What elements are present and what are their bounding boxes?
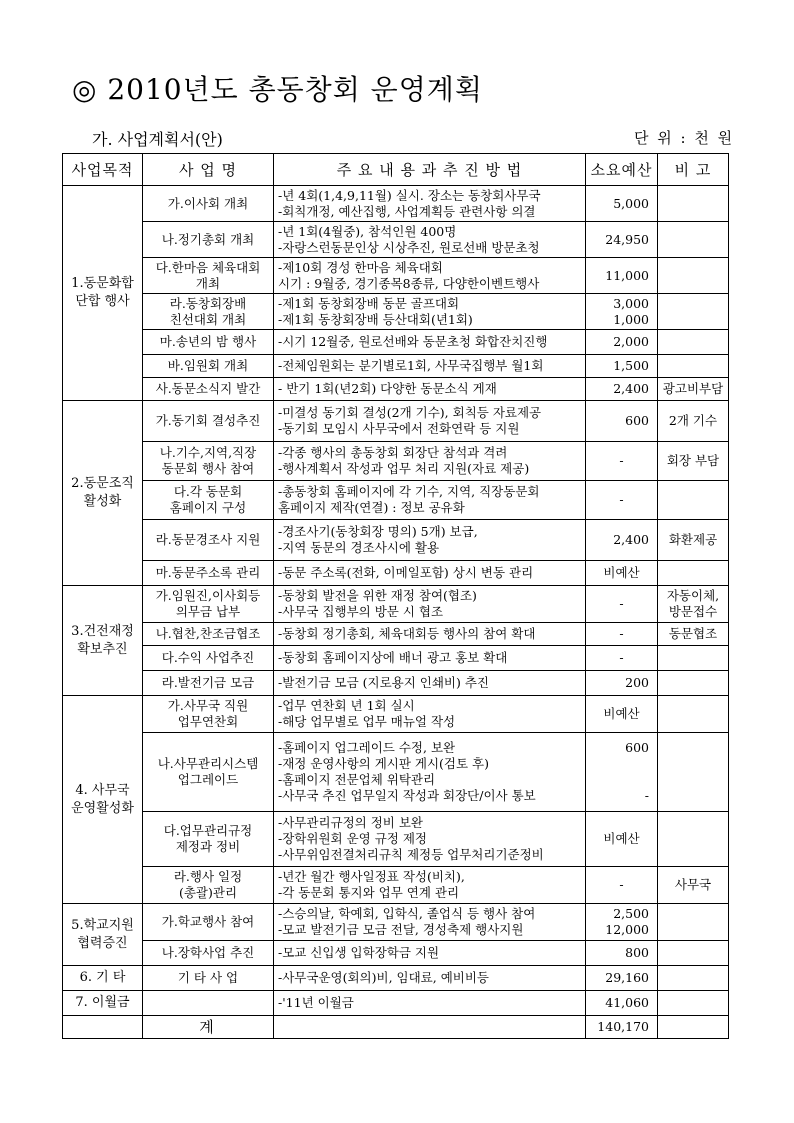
- detail-cell: [274, 586, 586, 623]
- detail-line: -'11년 이월금: [278, 995, 354, 1010]
- table-row: [63, 966, 729, 991]
- detail-line: -모교 신입생 입학장학금 지원: [278, 945, 440, 960]
- budget-cell: [586, 646, 658, 671]
- note-cell: [658, 991, 729, 1016]
- name-cell: [143, 186, 274, 222]
- name-cell: [143, 867, 274, 904]
- name-cell: [143, 733, 274, 812]
- purpose-cell: [63, 186, 143, 401]
- detail-line: 시기 : 9월중, 경기종목8종류, 다양한이벤트행사: [278, 275, 540, 291]
- purpose-cell: [63, 586, 143, 696]
- name-cell: [143, 378, 274, 401]
- note-cell: [658, 294, 729, 330]
- name-line: 라.동문경조사 지원: [155, 532, 261, 547]
- detail-line: -제1회 동창회장배 동문 골프대회: [278, 295, 460, 311]
- budget-line: 600: [625, 413, 649, 428]
- detail-line: -자랑스런동문인상 시상추진, 원로선배 방문초청: [278, 239, 540, 255]
- detail-line: -총동창회 홈페이지에 각 기수, 지역, 직장동문회: [278, 484, 540, 499]
- note-line: [660, 914, 726, 930]
- note-cell: [658, 258, 729, 294]
- detail-cell: [274, 355, 586, 378]
- detail-line: -해당 업무별로 업무 매뉴얼 작성: [278, 714, 456, 729]
- note-line: [660, 268, 726, 284]
- detail-line: -경조사기(동창회장 명의) 5개) 보급,: [278, 524, 478, 539]
- budget-line: -: [619, 650, 624, 665]
- detail-line: -행사계획서 작성과 업무 처리 지원(자료 제공): [278, 461, 530, 476]
- budget-line: 24,950: [605, 231, 649, 247]
- table-row: [63, 222, 729, 258]
- total-row: [63, 1016, 729, 1039]
- name-cell: [143, 294, 274, 330]
- table-row: [63, 561, 729, 586]
- name-line: 제정과 정비: [175, 839, 241, 854]
- table-row: [63, 586, 729, 623]
- budget-line: 11,000: [605, 267, 649, 283]
- purpose-cell: [63, 904, 143, 966]
- note-cell: [658, 941, 729, 966]
- budget-line: 1,000: [613, 311, 649, 327]
- note-cell: [658, 561, 729, 586]
- purpose-line: 운영활성화: [71, 800, 134, 816]
- name-cell: [143, 586, 274, 623]
- name-line: 마.동문주소록 관리: [155, 565, 261, 580]
- detail-line: -모교 발전기금 모금 전달, 경성축제 행사지원: [278, 922, 524, 937]
- note-line: 자동이체,: [666, 588, 720, 603]
- detail-line: -전체임원회는 분기별로1회, 사무국집행부 월1회: [278, 358, 544, 373]
- name-cell: [143, 941, 274, 966]
- purpose-line: 활성화: [83, 494, 122, 509]
- detail-cell: [274, 520, 586, 561]
- detail-line: -년간 월간 행사일정표 작성(비치),: [278, 869, 465, 884]
- name-line: 나.협찬,찬조금협조: [155, 626, 261, 641]
- budget-line: -: [619, 453, 624, 468]
- budget-line: 비예산: [603, 565, 640, 580]
- table-row: [63, 867, 729, 904]
- note-line: 방문접수: [668, 604, 718, 619]
- detail-line: 홈페이지 제작(연결) : 정보 공유화: [278, 500, 465, 515]
- note-cell: [658, 330, 729, 355]
- budget-line: 3,000: [613, 295, 649, 311]
- note-cell: [658, 355, 729, 378]
- note-line: [660, 304, 726, 320]
- purpose-line: 6. 기 타: [79, 970, 126, 985]
- detail-cell: [274, 378, 586, 401]
- name-line: 라.행사 일정: [173, 869, 243, 884]
- note-line: [660, 995, 726, 1011]
- note-line: [660, 650, 726, 666]
- name-cell: [143, 520, 274, 561]
- purpose-line: 2.동문조직: [71, 476, 134, 491]
- note-line: [660, 232, 726, 248]
- note-cell: [658, 222, 729, 258]
- budget-cell: [586, 812, 658, 867]
- detail-cell: [274, 646, 586, 671]
- detail-cell: [274, 812, 586, 867]
- detail-cell: [274, 222, 586, 258]
- detail-line: -각종 행사의 총동창회 회장단 참석과 격려: [278, 445, 508, 460]
- budget-cell: [586, 991, 658, 1016]
- note-cell: [658, 481, 729, 520]
- total-label: 계: [143, 1016, 274, 1039]
- budget-line: 1,500: [613, 358, 649, 373]
- budget-line: [588, 756, 649, 772]
- detail-cell: [274, 671, 586, 696]
- note-cell: [658, 401, 729, 442]
- budget-cell: [586, 941, 658, 966]
- budget-cell: [586, 442, 658, 481]
- name-cell: [143, 330, 274, 355]
- detail-line: - 반기 1회(년2회) 다양한 동문소식 게재: [278, 381, 497, 396]
- budget-line: 2,000: [613, 334, 649, 349]
- budget-cell: [586, 355, 658, 378]
- detail-line: -각 동문회 통지와 업무 연계 관리: [278, 885, 460, 900]
- name-cell: [143, 991, 274, 1016]
- note-cell: [658, 646, 729, 671]
- detail-line: -홈페이지 업그레이드 수정, 보완: [278, 740, 456, 755]
- name-line: 동문회 행사 참여: [161, 461, 255, 476]
- purpose-cell: [63, 696, 143, 904]
- note-line: [660, 492, 726, 508]
- budget-line: 800: [625, 945, 649, 960]
- detail-line: -회칙개정, 예산집행, 사업계획등 관련사항 의결: [278, 203, 536, 219]
- detail-line: -제1회 동창회장배 등산대회(년1회): [278, 311, 473, 327]
- budget-cell: [586, 294, 658, 330]
- note-cell: [658, 186, 729, 222]
- purpose-line: 단합 행사: [75, 294, 130, 309]
- detail-line: -지역 동문의 경조사시에 활용: [278, 540, 440, 555]
- budget-cell: [586, 561, 658, 586]
- table-row: [63, 671, 729, 696]
- detail-cell: [274, 696, 586, 733]
- name-line: 나.기수,지역,직장: [159, 445, 257, 460]
- name-line: 가.임원진,이사회등: [155, 588, 261, 603]
- name-line: 라.동창회장배: [169, 295, 247, 311]
- note-line: [660, 945, 726, 961]
- detail-line: -사무관리규정의 정비 보완: [278, 815, 423, 830]
- budget-line: -: [619, 877, 624, 892]
- detail-cell: [274, 258, 586, 294]
- purpose-line: 1.동문화합: [71, 276, 134, 291]
- total-purpose-cell: [63, 1016, 143, 1039]
- purpose-line: 4. 사무국: [75, 782, 130, 798]
- name-cell: [143, 258, 274, 294]
- budget-line: -: [619, 596, 624, 611]
- detail-cell: [274, 904, 586, 941]
- budget-cell: [586, 186, 658, 222]
- note-cell: [658, 812, 729, 867]
- name-line: 업그레이드: [177, 772, 239, 787]
- unit-label: 단 위 : 천 원: [634, 129, 735, 147]
- detail-line: -제10회 경성 한마음 체육대회: [278, 259, 443, 275]
- table-row: [63, 442, 729, 481]
- table-body: [63, 186, 729, 1016]
- budget-cell: [586, 401, 658, 442]
- budget-line: -: [619, 492, 624, 507]
- note-cell: [658, 378, 729, 401]
- name-cell: [143, 401, 274, 442]
- detail-line: -동창회 발전을 위한 재정 참여(협조): [278, 588, 477, 603]
- budget-cell: [586, 623, 658, 646]
- name-line: 친선대회 개최: [169, 311, 247, 327]
- table-row: [63, 991, 729, 1016]
- name-line: 홈페이지 구성: [169, 500, 247, 515]
- note-cell: [658, 442, 729, 481]
- note-line: 사무국: [674, 877, 712, 892]
- table-row: [63, 258, 729, 294]
- detail-line: -스승의날, 학예회, 입학식, 졸업식 등 행사 참여: [278, 906, 536, 921]
- name-line: 사.동문소식지 발간: [155, 381, 261, 396]
- header-purpose: 사업목적: [63, 154, 143, 186]
- detail-line: -발전기금 모금 (지로용지 인쇄비) 추진: [278, 675, 489, 690]
- name-line: 라.발전기금 모금: [161, 675, 255, 690]
- table-row: [63, 481, 729, 520]
- detail-cell: [274, 561, 586, 586]
- detail-cell: [274, 733, 586, 812]
- table-row: [63, 355, 729, 378]
- name-line: 업무연찬회: [177, 714, 239, 729]
- detail-line: -사무위임전결처리규칙 제정등 업무처리기준정비: [278, 847, 544, 862]
- detail-line: -동창회 홈페이지상에 배너 광고 홍보 확대: [278, 650, 508, 665]
- name-line: 나.정기총회 개최: [161, 231, 255, 247]
- table-row: [63, 520, 729, 561]
- table-row: [63, 330, 729, 355]
- detail-line: -장학위원회 운영 규정 제정: [278, 831, 427, 846]
- detail-line: -동문 주소록(전화, 이메일포함) 상시 변동 관리: [278, 565, 534, 580]
- budget-cell: [586, 904, 658, 941]
- plan-table: [62, 153, 729, 1039]
- budget-line: [588, 772, 649, 788]
- note-cell: [658, 966, 729, 991]
- budget-cell: [586, 966, 658, 991]
- name-line: [145, 995, 271, 1011]
- detail-line: -홈페이지 전문업체 위탁관리: [278, 772, 436, 787]
- name-line: 가.동기회 결성추진: [155, 413, 261, 428]
- budget-line: 5,000: [613, 195, 649, 211]
- budget-cell: [586, 733, 658, 812]
- name-line: 가.이사회 개최: [167, 195, 249, 211]
- purpose-line: 3.건전재정: [71, 623, 134, 639]
- table-row: [63, 733, 729, 812]
- table-row: [63, 294, 729, 330]
- table-row: [63, 696, 729, 733]
- budget-line: 2,400: [613, 532, 649, 547]
- note-line: [660, 706, 726, 722]
- name-cell: [143, 671, 274, 696]
- name-line: 나.장학사업 추진: [161, 945, 255, 960]
- note-line: [660, 334, 726, 350]
- name-cell: [143, 966, 274, 991]
- note-cell: [658, 586, 729, 623]
- purpose-cell: [63, 401, 143, 586]
- name-line: 바.임원회 개최: [167, 358, 249, 373]
- budget-cell: [586, 222, 658, 258]
- name-line: 나.사무관리시스템: [157, 756, 259, 771]
- header-name: 사 업 명: [143, 154, 274, 186]
- note-cell: [658, 623, 729, 646]
- note-line: 광고비부담: [662, 381, 724, 396]
- budget-cell: [586, 671, 658, 696]
- detail-line: -년 4회(1,4,9,11월) 실시. 장소는 동창회사무국: [278, 187, 541, 203]
- table-row: [63, 623, 729, 646]
- name-cell: [143, 481, 274, 520]
- note-line: [660, 358, 726, 374]
- page-title: ◎ 2010년도 총동창회 운영계획: [72, 73, 483, 106]
- purpose-cell: [63, 966, 143, 991]
- detail-cell: [274, 442, 586, 481]
- total-note-cell: [658, 1016, 729, 1039]
- name-line: 가.학교행사 참여: [161, 914, 255, 929]
- budget-line: 29,160: [605, 970, 649, 985]
- detail-cell: [274, 330, 586, 355]
- detail-cell: [274, 294, 586, 330]
- note-cell: [658, 867, 729, 904]
- detail-line: -사무국 집행부의 방문 시 협조: [278, 604, 444, 619]
- note-cell: [658, 733, 729, 812]
- budget-line: -: [644, 788, 649, 803]
- note-cell: [658, 904, 729, 941]
- purpose-line: 협력증진: [77, 935, 128, 951]
- note-line: 동문협조: [668, 626, 718, 641]
- name-cell: [143, 623, 274, 646]
- name-line: 다.수익 사업추진: [161, 650, 255, 665]
- table-row: [63, 941, 729, 966]
- header-note: 비 고: [658, 154, 729, 186]
- table-row: [63, 378, 729, 401]
- budget-line: 200: [625, 675, 649, 690]
- name-line: 개최: [195, 275, 221, 291]
- name-line: 가.사무국 직원: [167, 698, 249, 713]
- name-cell: [143, 355, 274, 378]
- budget-line: -: [619, 626, 624, 641]
- name-line: 다.업무관리규정: [163, 823, 253, 838]
- budget-cell: [586, 330, 658, 355]
- budget-line: 12,000: [605, 922, 649, 937]
- name-cell: [143, 904, 274, 941]
- detail-cell: [274, 481, 586, 520]
- detail-cell: [274, 991, 586, 1016]
- name-cell: [143, 812, 274, 867]
- name-line: 마.송년의 밤 행사: [159, 334, 257, 349]
- name-line: 기 타 사 업: [177, 970, 239, 985]
- table-row: [63, 646, 729, 671]
- budget-line: 2,500: [613, 906, 649, 921]
- name-cell: [143, 561, 274, 586]
- note-line: 2개 기수: [668, 413, 718, 428]
- note-line: [660, 970, 726, 986]
- detail-line: -사무국운영(회의)비, 임대료, 예비비등: [278, 970, 489, 985]
- detail-line: -년 1회(4월중), 참석인원 400명: [278, 223, 457, 239]
- detail-line: -사무국 추진 업무일지 작성과 회장단/이사 통보: [278, 788, 536, 803]
- table-row: [63, 401, 729, 442]
- budget-cell: [586, 258, 658, 294]
- detail-line: -동기회 모임시 사무국에서 전화연락 등 지원: [278, 421, 520, 436]
- detail-cell: [274, 623, 586, 646]
- purpose-line: 5.학교지원: [71, 917, 134, 933]
- total-budget: 140,170: [586, 1016, 658, 1039]
- budget-line: 2,400: [613, 381, 649, 396]
- budget-line: 비예산: [603, 831, 640, 846]
- total-detail-cell: [274, 1016, 586, 1039]
- detail-cell: [274, 966, 586, 991]
- note-line: 화환제공: [668, 532, 718, 547]
- note-line: [660, 675, 726, 691]
- budget-line: 비예산: [603, 706, 640, 721]
- name-line: (총괄)관리: [178, 885, 238, 900]
- budget-line: 600: [625, 740, 649, 755]
- note-line: [660, 764, 726, 780]
- name-line: 다.한마음 체육대회: [155, 259, 261, 275]
- name-cell: [143, 646, 274, 671]
- budget-cell: [586, 378, 658, 401]
- header-detail: 주 요 내 용 과 추 진 방 법: [274, 154, 586, 186]
- note-line: [660, 831, 726, 847]
- name-line: 의무금 납부: [175, 604, 241, 619]
- detail-line: -시기 12월중, 원로선배와 동문초청 화합잔치진행: [278, 334, 548, 349]
- detail-line: -동창회 정기총회, 체육대회등 행사의 참여 확대: [278, 626, 536, 641]
- purpose-line: 7. 이월금: [75, 995, 130, 1010]
- detail-cell: [274, 401, 586, 442]
- note-cell: [658, 671, 729, 696]
- detail-line: -재정 운영사항의 게시판 게시(검토 후): [278, 756, 489, 771]
- name-line: 다.각 동문회: [173, 484, 243, 499]
- note-cell: [658, 520, 729, 561]
- budget-line: 41,060: [605, 995, 649, 1010]
- budget-cell: [586, 696, 658, 733]
- table-row: [63, 904, 729, 941]
- budget-cell: [586, 481, 658, 520]
- purpose-cell: [63, 991, 143, 1016]
- note-cell: [658, 696, 729, 733]
- table-header-row: [63, 154, 729, 186]
- table-row: [63, 812, 729, 867]
- table-row: [63, 186, 729, 222]
- note-line: [660, 196, 726, 212]
- budget-cell: [586, 586, 658, 623]
- detail-line: -미결성 동기회 결성(2개 기수), 회칙등 자료제공: [278, 405, 542, 420]
- header-budget: 소요예산: [586, 154, 658, 186]
- detail-cell: [274, 941, 586, 966]
- note-line: 회장 부담: [666, 453, 720, 468]
- name-cell: [143, 442, 274, 481]
- detail-cell: [274, 186, 586, 222]
- note-line: [660, 565, 726, 581]
- purpose-line: 확보추진: [77, 641, 128, 657]
- detail-line: -업무 연찬회 년 1회 실시: [278, 698, 415, 713]
- budget-cell: [586, 520, 658, 561]
- detail-cell: [274, 867, 586, 904]
- budget-cell: [586, 867, 658, 904]
- name-cell: [143, 222, 274, 258]
- name-cell: [143, 696, 274, 733]
- section-subtitle: 가. 사업계획서(안): [92, 130, 223, 149]
